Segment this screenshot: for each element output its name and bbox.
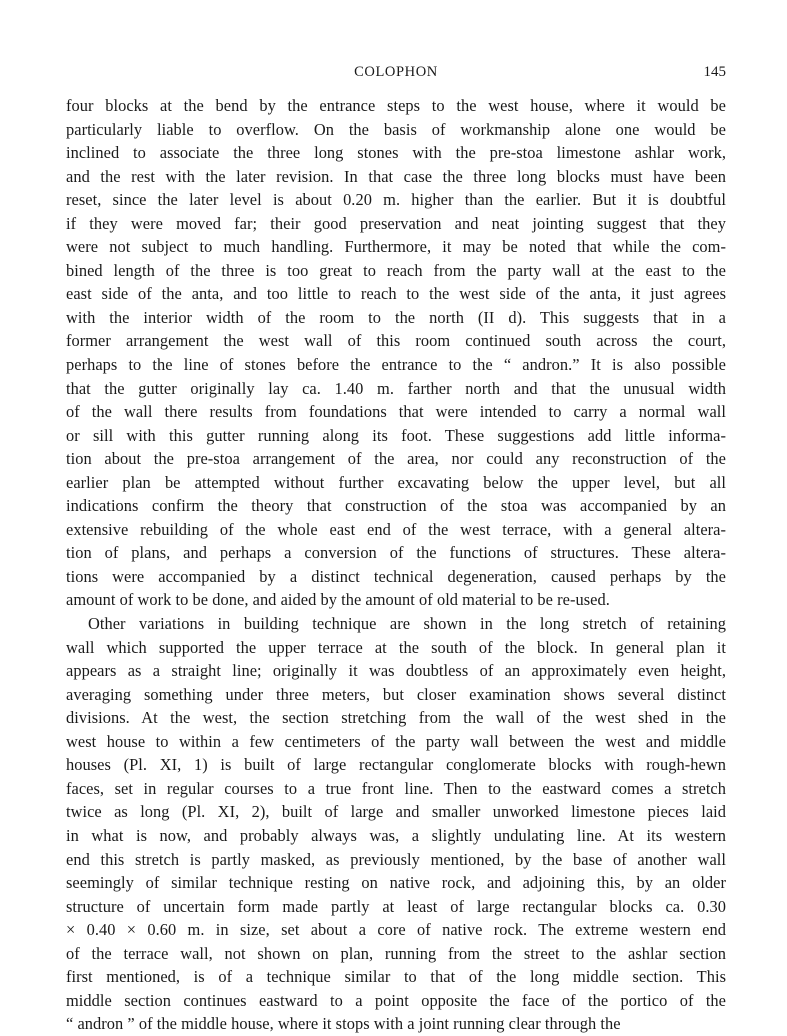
text-line: extensive rebuilding of the whole east end of the west terrace, with a general altera-: [66, 519, 726, 539]
text-line: tion of plans, and perhaps a conversion of the functions of structures. These altera-: [66, 543, 726, 563]
text-line: middle section continues eastward to a point opposite the face of the portico of the: [66, 990, 726, 1010]
text-line: seemingly of similar technique resting on native rock, and adjoining this, by an older: [66, 873, 726, 893]
text-line: Other variations in building technique are shown in the long stretch of retaining: [88, 614, 726, 634]
text-line: particularly liable to overflow. On the basis of workmanship alone one would be: [66, 119, 726, 139]
text-line: first mentioned, is of a technique similar to that of the long middle section. This: [66, 967, 726, 987]
text-line: appears as a straight line; originally it was doubtless of an approximately even height,: [66, 661, 726, 681]
running-title: COLOPHON: [354, 64, 438, 80]
text-line: former arrangement the west wall of this room continued south across the court,: [66, 331, 726, 351]
page: [66, 60, 726, 1036]
text-line: with the interior width of the room to the north (II d). This suggests that in a: [66, 307, 726, 327]
page-number: 145: [703, 64, 726, 80]
text-line: averaging something under three meters, but closer examination shows several distinct: [66, 684, 726, 704]
text-line: and the rest with the later revision. In that case the three long blocks must have been: [66, 166, 726, 186]
paragraph: [66, 94, 726, 612]
text-line: amount of work to be done, and aided by the amount of old material to be re-used.: [66, 590, 610, 610]
text-line: were not subject to much handling. Furthermore, it may be noted that while the com-: [66, 237, 726, 257]
text-line: in what is now, and probably always was, a slightly undulating line. At its western: [66, 825, 726, 845]
text-line: of the terrace wall, not shown on plan, running from the street to the ashlar section: [66, 943, 726, 963]
text-line: faces, set in regular courses to a true front line. Then to the eastward comes a stretch: [66, 778, 726, 798]
text-line: west house to within a few centimeters of the party wall between the west and middle: [66, 731, 726, 751]
text-line: or sill with this gutter running along its foot. These suggestions add little informa-: [66, 425, 726, 445]
text-line: tions were accompanied by a distinct technical degeneration, caused perhaps by the: [66, 566, 726, 586]
text-line: × 0.40 × 0.60 m. in size, set about a core of native rock. The extreme western end: [66, 920, 726, 940]
text-line: divisions. At the west, the section stretching from the wall of the west shed in the: [66, 708, 726, 728]
text-line: earlier plan be attempted without further excavating below the upper level, but all: [66, 472, 726, 492]
text-line: structure of uncertain form made partly at least of large rectangular blocks ca. 0.30: [66, 896, 726, 916]
text-line: indications confirm the theory that construction of the stoa was accompanied by an: [66, 496, 726, 516]
text-line: perhaps to the line of stones before the entrance to the “ andron.” It is also possible: [66, 355, 726, 375]
text-line: end this stretch is partly masked, as previously mentioned, by the base of another wall: [66, 849, 726, 869]
text-line: four blocks at the bend by the entrance steps to the west house, where it would be: [66, 96, 726, 115]
text-line: bined length of the three is too great to reach from the party wall at the east to the: [66, 260, 726, 280]
text-line: “ andron ” of the middle house, where it stops with a joint running clear through the: [66, 1014, 621, 1034]
text-line: wall which supported the upper terrace at the south of the block. In general plan it: [66, 637, 726, 657]
text-line: tion about the pre-stoa arrangement of the area, nor could any reconstruction of the: [66, 449, 726, 469]
paragraph: [66, 612, 726, 1036]
text-line: if they were moved far; their good preservation and neat jointing suggest that they: [66, 213, 726, 233]
running-head: [66, 60, 726, 86]
text-line: of the wall there results from foundations that were intended to carry a normal wall: [66, 402, 726, 422]
text-line: inclined to associate the three long stones with the pre-stoa limestone ashlar work,: [66, 143, 726, 163]
text-line: houses (Pl. XI, 1) is built of large rectangular conglomerate blocks with rough-hewn: [66, 755, 726, 775]
body-text: [66, 94, 726, 1036]
text-line: twice as long (Pl. XI, 2), built of large and smaller unworked limestone pieces laid: [66, 802, 726, 822]
text-line: east side of the anta, and too little to reach to the west side of the anta, it just agrees: [66, 284, 726, 304]
text-line: that the gutter originally lay ca. 1.40 m. farther north and that the unusual width: [66, 378, 726, 398]
text-line: reset, since the later level is about 0.20 m. higher than the earlier. But it is doubtful: [66, 190, 726, 210]
